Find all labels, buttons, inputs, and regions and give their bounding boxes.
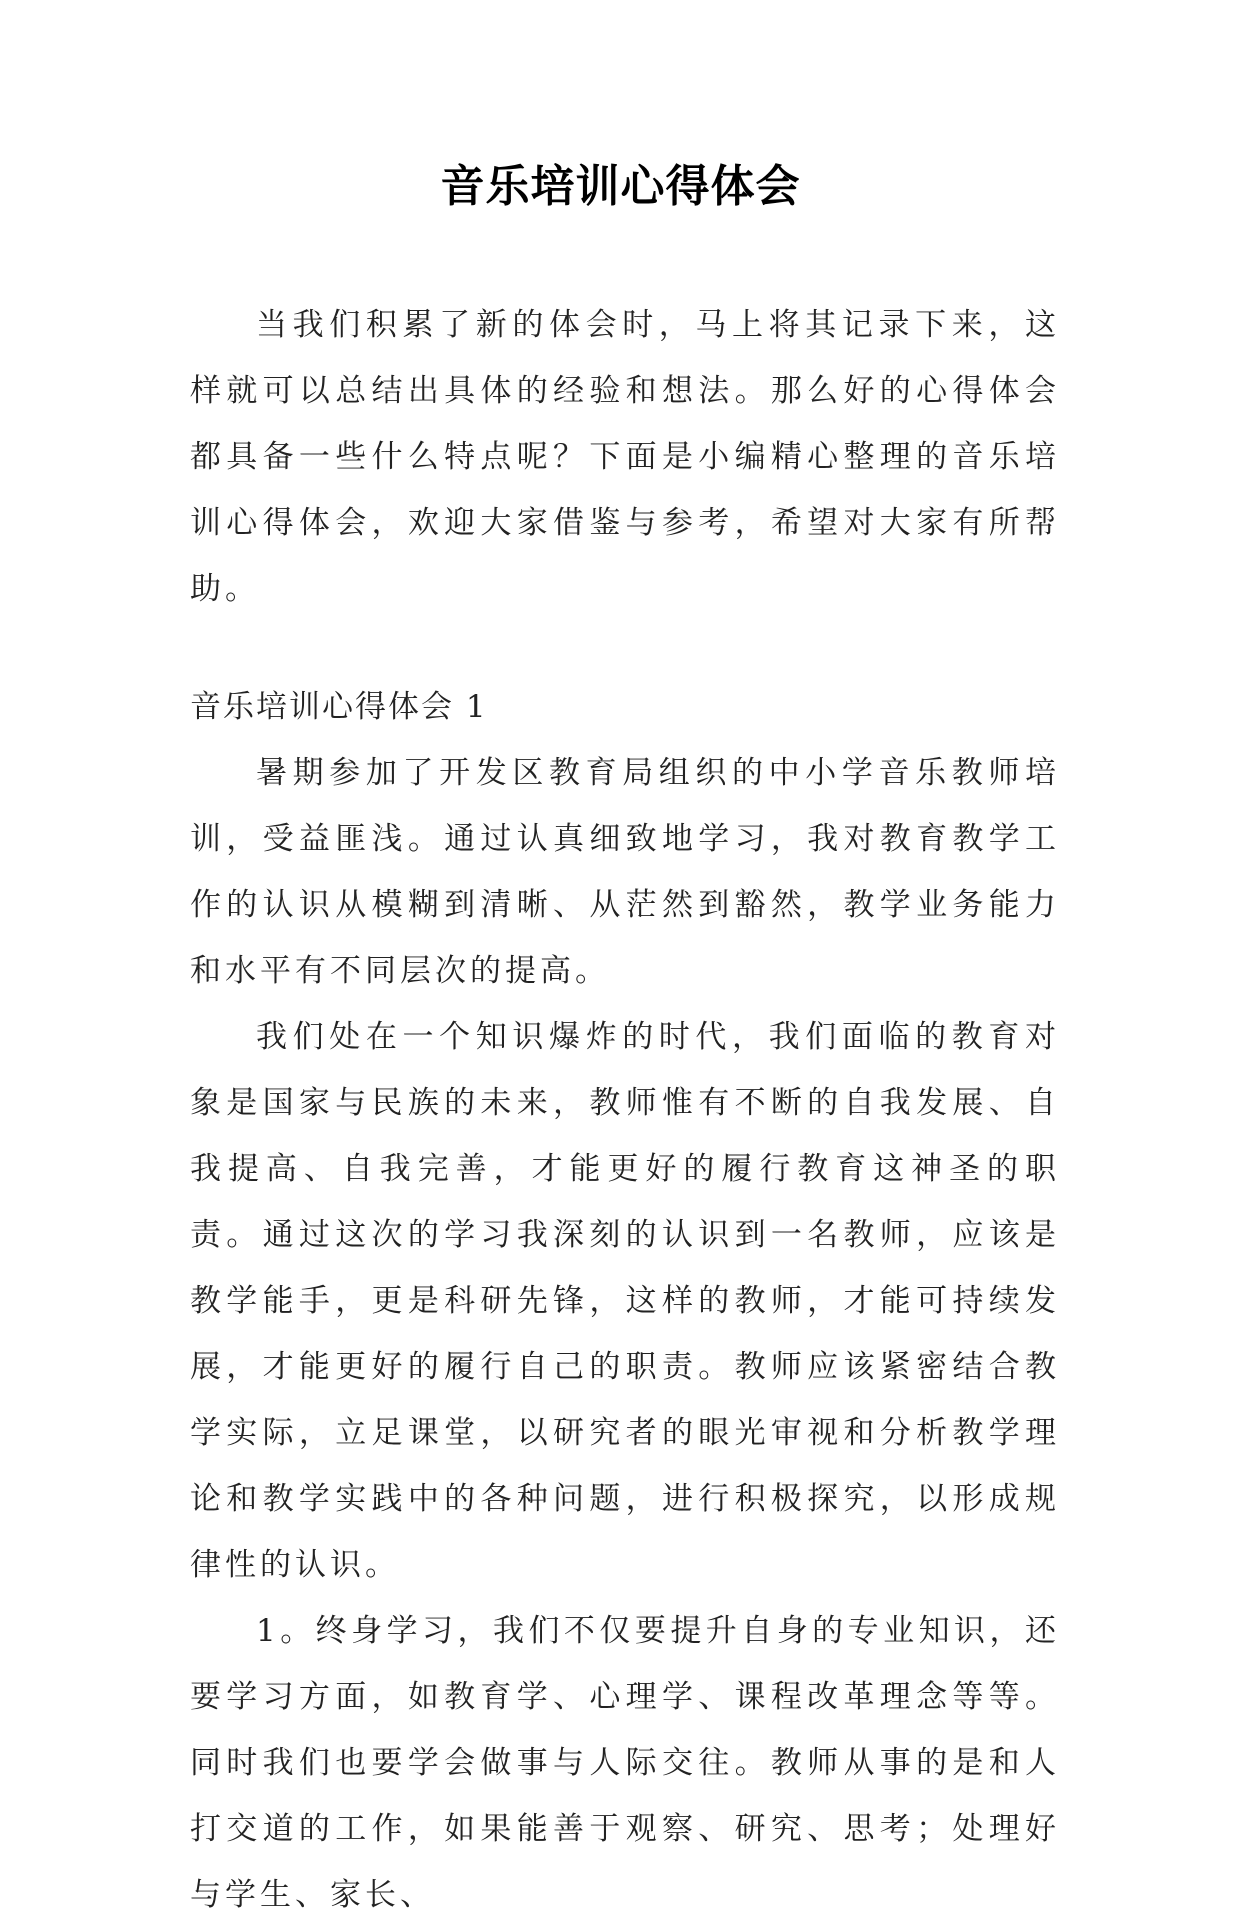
document-title: 音乐培训心得体会	[440, 161, 801, 212]
body-paragraph: 我们处在一个知识爆炸的时代，我们面临的教育对象是国家与民族的未来，教师惟有不断的自我发展、自我提高、自我完善，才能更好的履行教育这神圣的职责。通过这次的学习我深刻的认识到一名教师，应该是教学能手，更是科研先锋，这样的教师，才能可持续发展，才能更好的履行自己的职责。教师应该紧密结合教学实际，立足课堂，以研究者的眼光审视和分析教学理论和教学实践中的各种问题，进行积极探究，以形成规律性的认识。	[190, 1019, 1060, 1583]
body-paragraph: 1。终身学习，我们不仅要提升自身的专业知识，还要学习方面，如教育学、心理学、课程改革理念等等。同时我们也要学会做事与人际交往。教师从事的是和人打交道的工作，如果能善于观察、研究、思考；处理好与学生、家长、	[190, 1613, 1060, 1913]
section-heading: 音乐培训心得体会 1	[190, 689, 488, 725]
body-paragraph: 暑期参加了开发区教育局组织的中小学音乐教师培训，受益匪浅。通过认真细致地学习，我对教育教学工作的认识从模糊到清晰、从茫然到豁然，教学业务能力和水平有不同层次的提高。	[190, 755, 1060, 989]
document-body	[190, 292, 1060, 1928]
intro-paragraph: 当我们积累了新的体会时，马上将其记录下来，这样就可以总结出具体的经验和想法。那么好的心得体会都具备一些什么特点呢？下面是小编精心整理的音乐培训心得体会，欢迎大家借鉴与参考，希望对大家有所帮助。	[190, 307, 1060, 607]
